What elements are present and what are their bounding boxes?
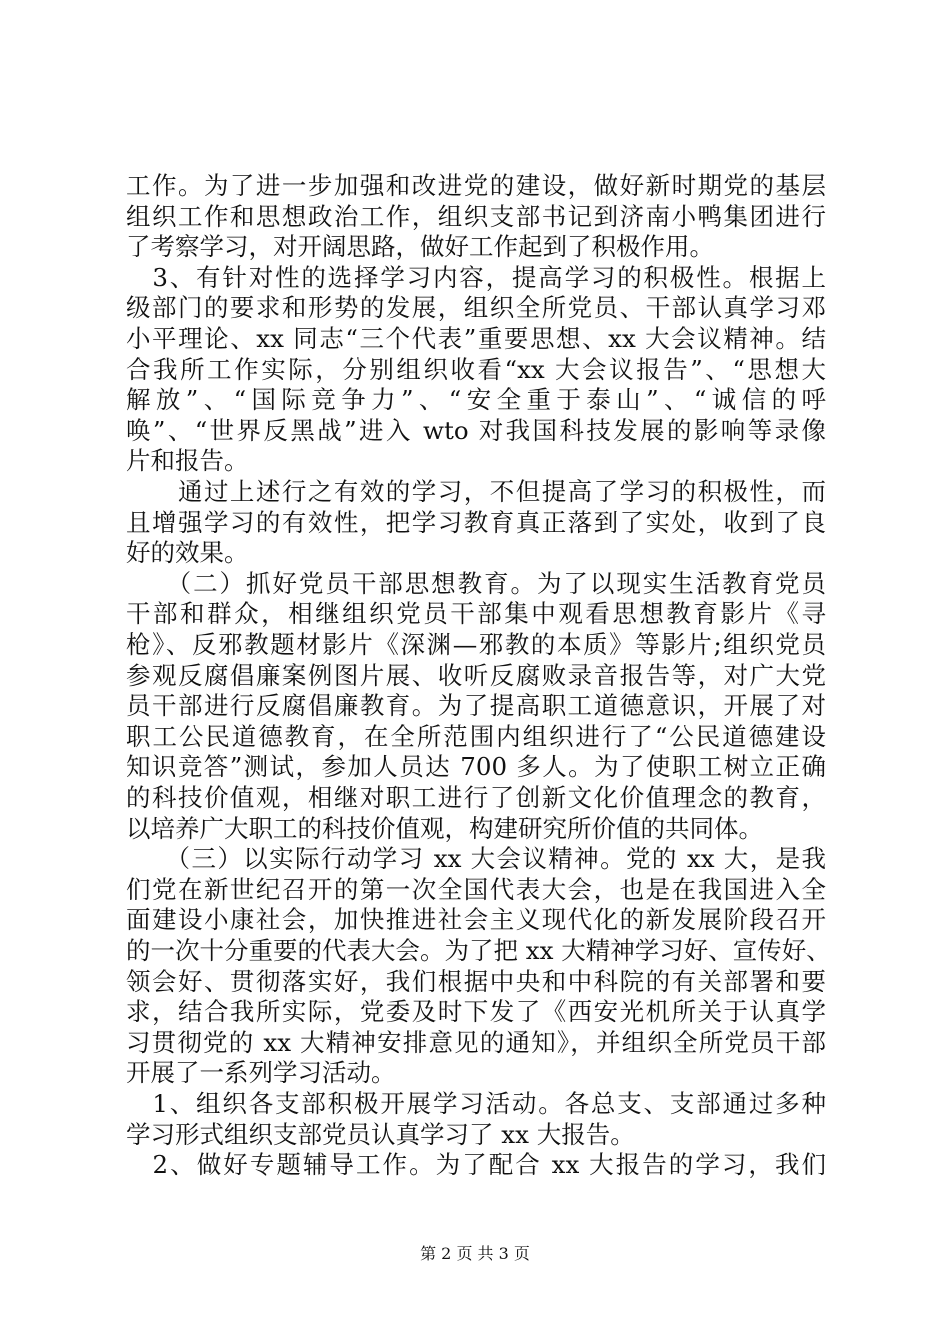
text-line: 3、有针对性的选择学习内容，提高学习的积极性。根据上 [126,262,826,292]
text-line: 2、做好专题辅导工作。为了配合 xx 大报告的学习，我们 [126,1150,826,1180]
text-line: 领会好、贯彻落实好，我们根据中央和中科院的有关部署和要 [126,966,826,996]
text-line: 们党在新世纪召开的第一次全国代表大会，也是在我国进入全 [126,874,826,904]
text-line: 片和报告。 [126,446,249,476]
text-line: 级部门的要求和形势的发展，组织全所党员、干部认真学习邓 [126,293,826,323]
text-line: 知识竞答”测试，参加人员达 700 多人。为了使职工树立正确 [126,752,826,782]
text-line: 小平理论、xx 同志“三个代表”重要思想、xx 大会议精神。结 [126,324,826,353]
text-line: 职工公民道德教育，在全所范围内组织进行了“公民道德建设 [126,721,826,751]
text-line: 好的效果。 [126,538,249,568]
text-line: 干部和群众，相继组织党员干部集中观看思想教育影片《寻 [126,599,826,629]
text-line: 组织工作和思想政治工作，组织支部书记到济南小鸭集团进行 [126,201,826,231]
page-footer: 第 2 页 共 3 页 [420,1244,530,1263]
text-line: 通过上述行之有效的学习，不但提高了学习的积极性，而 [126,477,826,506]
text-line: 且增强学习的有效性，把学习教育真正落到了实处，收到了良 [126,507,826,537]
text-line: （三）以实际行动学习 xx 大会议精神。党的 xx 大，是我 [126,844,826,874]
text-line: 习贯彻党的 xx 大精神安排意见的通知》，并组织全所党员干部 [126,1027,826,1057]
text-line: 了考察学习，对开阔思路，做好工作起到了积极作用。 [126,232,714,262]
text-line: 学习形式组织支部党员认真学习了 xx 大报告。 [126,1119,635,1149]
text-line: 工作。为了进一步加强和改进党的建设，做好新时期党的基层 [126,171,826,200]
text-line: （二）抓好党员干部思想教育。为了以现实生活教育党员 [126,568,826,598]
text-line: 解放”、“国际竞争力”、“安全重于泰山”、“诚信的呼 [126,385,826,415]
text-line: 以培养广大职工的科技价值观，构建研究所价值的共同体。 [126,813,763,843]
text-line: 面建设小康社会，加快推进社会主义现代化的新发展阶段召开 [126,905,826,935]
text-line: 唤”、“世界反黑战”进入 wto 对我国科技发展的影响等录像 [126,415,826,445]
text-line: 参观反腐倡廉案例图片展、收听反腐败录音报告等，对广大党 [126,660,826,690]
text-line: 的一次十分重要的代表大会。为了把 xx 大精神学习好、宣传好、 [126,936,831,965]
text-line: 1、组织各支部积极开展学习活动。各总支、支部通过多种 [126,1089,826,1118]
text-line: 员干部进行反腐倡廉教育。为了提高职工道德意识，开展了对 [126,691,826,721]
text-line: 开展了一系列学习活动。 [126,1058,396,1088]
text-line: 枪》、反邪教题材影片《深渊—邪教的本质》等影片;组织党员 [126,630,826,659]
text-line: 求，结合我所实际，党委及时下发了《西安光机所关于认真学 [126,997,826,1027]
text-line: 的科技价值观，相继对职工进行了创新文化价值理念的教育， [126,783,826,812]
text-line: 合我所工作实际，分别组织收看“xx 大会议报告”、“思想大 [126,354,826,384]
